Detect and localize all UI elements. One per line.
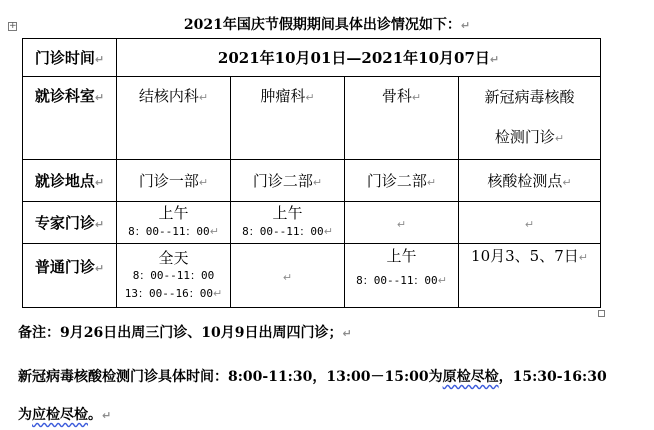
expert-col3: ↵ <box>345 202 459 244</box>
location-col2: 门诊二部↵ <box>231 160 345 202</box>
dept-oncology: 肿瘤科↵ <box>231 77 345 160</box>
table-row-time <box>23 39 601 77</box>
expert-col1: 上午 8：00--11：00↵ <box>117 202 231 244</box>
general-col2: ↵ <box>231 244 345 308</box>
table-row-general <box>23 244 601 308</box>
label-expert-clinic: 专家门诊↵ <box>23 202 117 244</box>
general-col4: 10月3、5、7日↵ <box>459 244 601 308</box>
location-col3: 门诊二部↵ <box>345 160 459 202</box>
label-general-clinic: 普通门诊↵ <box>23 244 117 308</box>
general-col1: 全天 8：00--11：00 13：00--16：00↵ <box>117 244 231 308</box>
note-covid-hours-continued: 为应检尽检。↵ <box>18 407 112 423</box>
table-row-expert <box>23 202 601 244</box>
dept-orthopedics: 骨科↵ <box>345 77 459 160</box>
table-row-location <box>23 160 601 202</box>
note-remark: 备注：9月26日出周三门诊、10月9日出周四门诊；↵ <box>18 325 352 341</box>
note-covid-hours: 新冠病毒核酸检测门诊具体时间：8:00-11:30，13:00－15:00为原检尽检，15:30-16:30 <box>18 369 607 385</box>
dept-tuberculosis: 结核内科↵ <box>117 77 231 160</box>
clinic-schedule-table <box>22 38 601 308</box>
label-location: 就诊地点↵ <box>23 160 117 202</box>
location-col4: 核酸检测点↵ <box>459 160 601 202</box>
spell-flagged-phrase: 应检尽检 <box>32 407 88 423</box>
document-title <box>0 14 654 34</box>
table-move-handle-icon[interactable]: + <box>9 21 17 31</box>
clinic-date-range: 2021年10月01日—2021年10月07日↵ <box>117 39 601 77</box>
label-department: 就诊科室↵ <box>23 77 117 160</box>
title-text: 2021年国庆节假期期间具体出诊情况如下： <box>183 17 461 33</box>
location-col1: 门诊一部↵ <box>117 160 231 202</box>
table-row-department <box>23 77 601 160</box>
dept-covid-testing: 新冠病毒核酸 检测门诊↵ <box>459 77 601 160</box>
label-clinic-time: 门诊时间↵ <box>23 39 117 77</box>
general-col3: 上午 8：00--11：00↵ <box>345 244 459 308</box>
expert-col2: 上午 8：00--11：00↵ <box>231 202 345 244</box>
spell-flagged-phrase: 原检尽检 <box>442 369 499 385</box>
expert-col4: ↵ <box>459 202 601 244</box>
table-resize-handle[interactable] <box>598 310 605 317</box>
paragraph-mark: ↵ <box>460 19 471 32</box>
